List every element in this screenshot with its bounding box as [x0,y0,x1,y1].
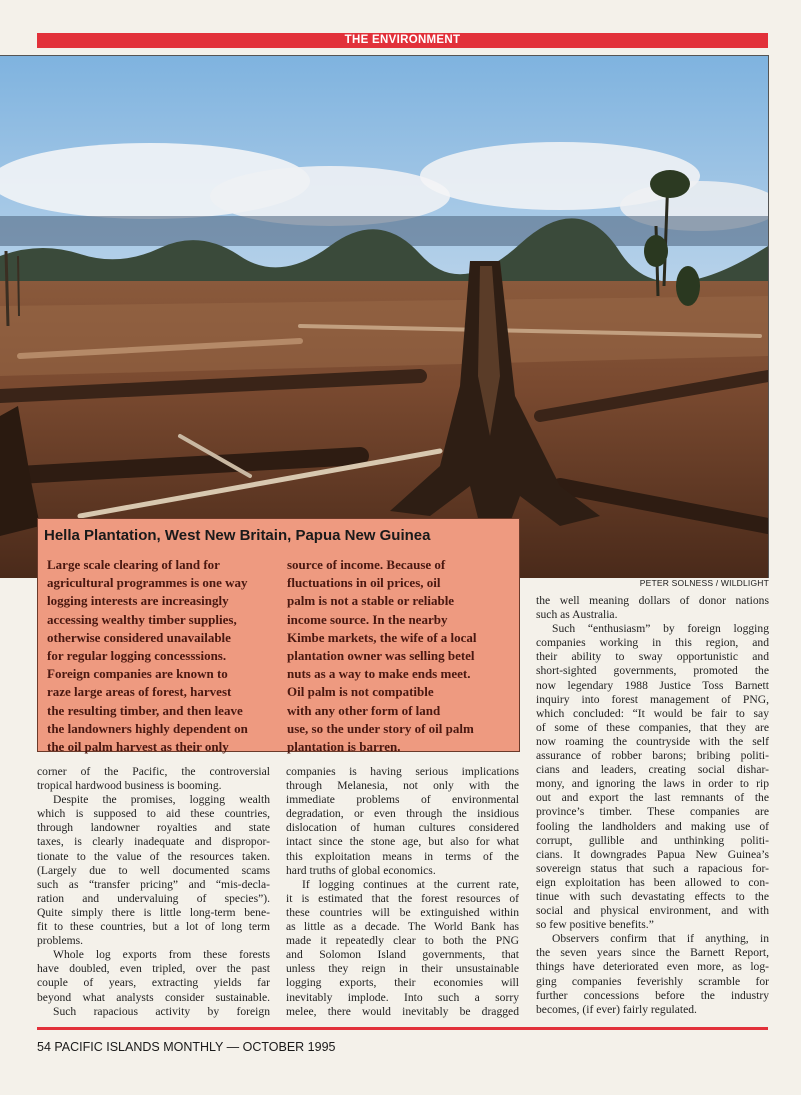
article-column-2 [286,765,519,1019]
article-line: problems. [37,934,84,948]
article-column-1 [37,765,270,1019]
article-line: fooling the landholders and making use of [536,819,769,833]
article-line: short-sighted governments, promoted the [536,664,769,678]
article-line: assurance of robber barons; bribing politi- [536,749,769,763]
bottom-rule [37,1027,768,1030]
caption-title: Hella Plantation, West New Britain, Papua New Guinea [44,527,431,544]
caption-line: raze large areas of forest, harvest [47,684,232,700]
article-line: ging companies feverishly scramble for [536,974,769,988]
article-line: now roaming the countryside with the self [536,734,769,748]
caption-line: plantation owner was selling betel [287,648,475,664]
article-column-3 [536,594,769,1017]
article-line: Quite simply there is little long-term bene- [37,905,270,919]
article-line: such as “transfer pricing” and “mis-decla- [37,877,270,891]
article-line: logging exports, their economies will [286,976,519,990]
caption-line: otherwise considered unavailable [47,629,231,645]
article-line: becomes, (if ever) fairly regulated. [536,1002,697,1016]
article-line: intact since the stone age, but also for what [286,835,519,849]
caption-column-2 [287,556,477,756]
caption-line: plantation is barren. [287,739,401,755]
article-line: which is supposed to aid these countries, [37,807,270,821]
article-line: dislocation of human cultures considered [286,821,519,835]
article-line: inquiry into forest management of PNG, [536,692,769,706]
caption-line: for regular logging concesssions. [47,648,227,664]
article-line: tionate to the value of the resources taken. [37,849,270,863]
article-line: inevitably implode. Into such a sorry [286,990,519,1004]
article-line: have doubled, even tripled, over the past [37,962,270,976]
article-line: unless they reign in their unsustainable [286,962,519,976]
caption-line: fluctuations in oil prices, oil [287,575,441,591]
article-line: degradation, or even through the insidious [286,807,519,821]
caption-line: palm is not a stable or reliable [287,593,455,609]
article-line: of some of these companies, that they are [536,720,769,734]
caption-line: with any other form of land [287,702,441,718]
article-line: tinue with such devastating effects to the [536,889,769,903]
article-line: cians. It downgrades Papua New Guinea’s [536,847,769,861]
article-line: corrupt, gullible and unthinking politi- [536,833,769,847]
article-line: the well meaning dollars of donor nations [536,594,769,607]
article-line: which concluded: “It would be fair to say [536,706,769,720]
photo-credit: PETER SOLNESS / WILDLIGHT [639,578,769,588]
article-line: through landowner royalties and state [37,821,270,835]
article-line: as little as a decade. The World Bank has [286,920,519,934]
article-line: companies is having serious implications [286,765,519,778]
page-folio: 54 PACIFIC ISLANDS MONTHLY — OCTOBER 1995 [37,1040,336,1054]
caption-line: use, so the under story of oil palm [287,720,474,736]
article-line: made it repeatedly clear to both the PNG [286,934,519,948]
article-line: their ability to sway opportunistic and [536,650,769,664]
caption-line: the oil palm harvest as their only [47,739,229,755]
article-line: Whole log exports from these forests [53,948,270,962]
article-line: the seven years since the Barnett Report, [536,946,769,960]
landscape-photo [0,55,769,578]
article-line: it is estimated that the forest resources of [286,891,519,905]
caption-line: Large scale clearing of land for [47,557,220,572]
caption-line: the resulting timber, and then leave [47,702,243,718]
article-line: province’s timber. These companies are [536,805,769,819]
article-line: such as Australia. [536,608,618,622]
article-line: taxes, is clearly inadequate and dispropor- [37,835,270,849]
caption-line: Foreign companies are known to [47,666,228,682]
article-line: and Solomon Island governments, that [286,948,519,962]
caption-box [37,518,520,755]
article-line: corner of the Pacific, the controversial [37,765,270,778]
caption-line: nuts as a way to make ends meet. [287,666,471,682]
caption-line: income source. In the nearby [287,611,448,627]
caption-line: accessing wealthy timber supplies, [47,611,237,627]
article-line: social and physical environment, and with [536,904,769,918]
article-line: these countries will be extinguished within [286,905,519,919]
article-line: this exploitation means in terms of the [286,849,519,863]
article-line: ration and undervaluing of species”). [37,891,270,905]
article-line: immediate problems of environmental [286,793,519,807]
article-line: If logging continues at the current rate, [302,877,519,891]
article-line: further concessions before the industry [536,988,769,1002]
article-line: now legendary 1988 Justice Toss Barnett [536,678,769,692]
caption-line: the landowners highly dependent on [47,720,248,736]
caption-line: logging interests are increasingly [47,593,229,609]
article-line: hard truths of global economics. [286,863,436,877]
caption-line: Kimbe markets, the wife of a local [287,629,477,645]
article-line: melee, there would inevitably be dragged [286,1004,519,1018]
article-line: through Melanesia, not only with the [286,779,519,793]
article-line: sovereign status that such a rapacious for- [536,861,769,875]
article-line: couple of years, extracting yields far [37,976,270,990]
article-line: so few positive benefits.” [536,918,654,932]
article-line: Such “enthusiasm” by foreign logging [552,622,769,636]
article-line: tropical hardwood business is booming. [37,779,222,793]
article-line: companies working in this region, and [536,636,769,650]
caption-line: source of income. Because of [287,557,446,572]
article-line: Despite the promises, logging wealth [53,793,270,807]
article-line: Observers confirm that if anything, in [552,932,769,946]
article-line: eign exploitation has been allowed to con- [536,875,769,889]
article-line: cians and leaders, creating social dishar- [536,763,769,777]
article-line: mony, and ignoring the laws in order to rip [536,777,769,791]
article-line: things have deteriorated even more, as log- [536,960,769,974]
article-line: beyond what analysts consider sustainable. [37,990,270,1004]
article-line: fit to these countries, but a lot of long term [37,920,270,934]
cleared-forest-image [0,56,768,578]
article-line: (Largely due to well documented scams [37,863,270,877]
article-line: out and export the last remnants of the [536,791,769,805]
caption-column-1 [47,556,248,756]
article-line: Such rapacious activity by foreign [53,1004,270,1018]
caption-line: agricultural programmes is one way [47,575,248,591]
caption-line: Oil palm is not compatible [287,684,434,700]
section-header: THE ENVIRONMENT [37,33,768,48]
